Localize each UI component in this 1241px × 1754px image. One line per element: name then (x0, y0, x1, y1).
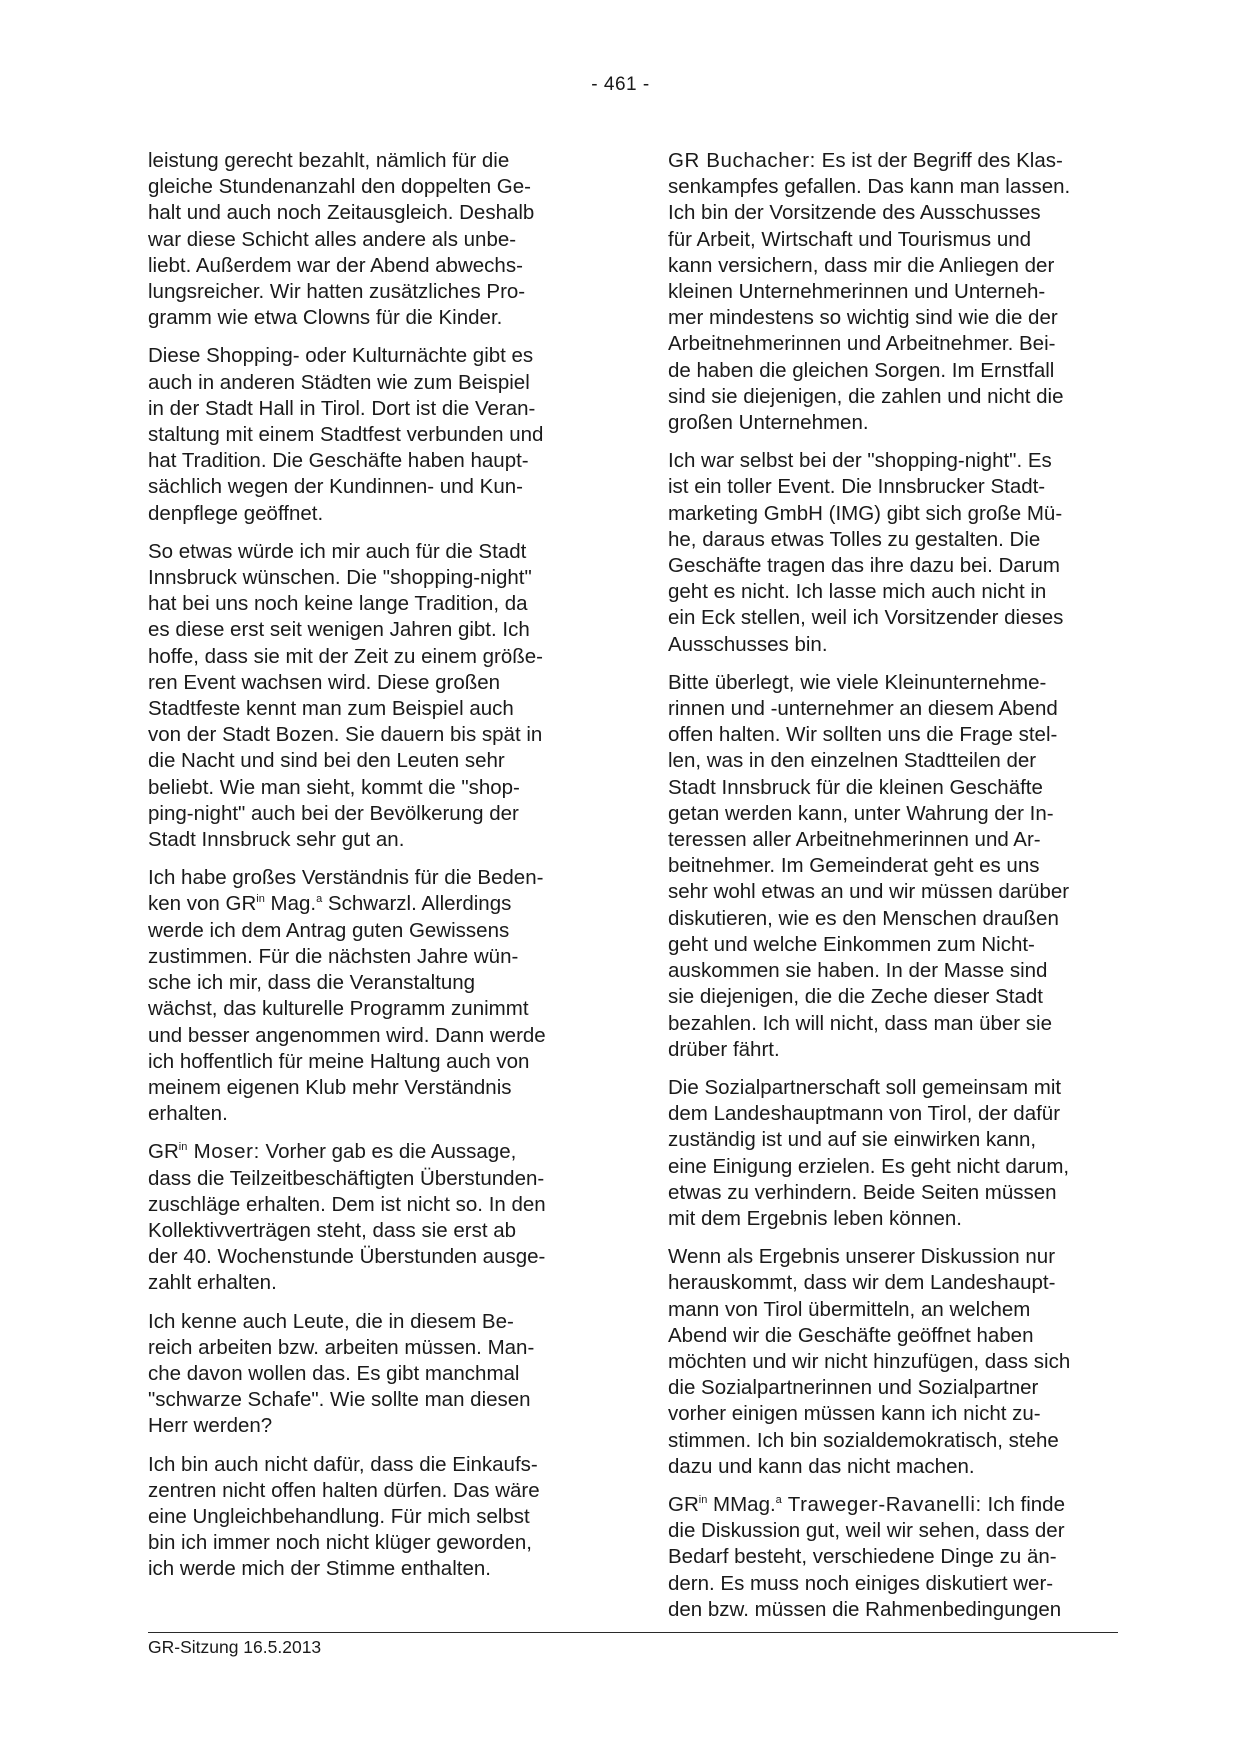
paragraph: Bitte überlegt, wie viele Kleinunternehme- rinnen und -unternehmer an diesem Abend offen halten. Wir sollten uns die Frage stel- len, was in den einzelnen Stadtteilen der Stadt Innsbruck für die kleinen Geschäfte getan werden kann, unter Wahrung der In- teressen aller Arbeitnehmerinnen und Ar- beitnehmer. Im Gemeinderat geht es uns sehr wohl etwas an und wir müssen darüber diskutieren, wie es den Menschen draußen geht und welche Einkommen zum Nicht- auskommen sie haben. In der Masse sind sie diejenigen, die die Zeche dieser Stadt bezahlen. Ich will nicht, dass man über sie drüber fährt. (668, 670, 1070, 1061)
superscript: in (698, 1494, 708, 1507)
text-run: Mag. (264, 892, 317, 916)
paragraph: Ich war selbst bei der "shopping-night". Es ist ein toller Event. Die Innsbrucker Stadt- marketing GmbH (IMG) gibt sich große Mü- he, daraus etwas Tolles zu gestalten. Die Geschäfte tragen das ihre dazu bei. Darum geht es nicht. Ich lasse mich auch nicht in ein Eck stellen, weil ich Vorsitzender dieses Ausschusses bin. (668, 449, 1064, 656)
paragraph: leistung gerecht bezahlt, nämlich für die gleiche Stundenanzahl den doppelten Ge- halt und auch noch Zeitausgleich. Deshalb war diese Schicht alles andere als unbe- liebt. Außerdem war der Abend abwechs- lungsreicher. Wir hatten zusätzliches Pro- gramm wie etwa Clowns für die Kinder. (148, 149, 535, 330)
text-run: Vorher gab es die Aussage, dass die Teilzeitbeschäftigten Überstunden- zuschläge erhalten. Dem ist nicht so. In den Kollektivverträgen steht, dass sie erst ab der 40. Wochenstunde Überstunden ausge- zahlt erhalten. (148, 1140, 546, 1295)
paragraph: Die Sozialpartnerschaft soll gemeinsam mit dem Landeshauptmann von Tirol, der dafür zuständig ist und auf sie einwirken kann, eine Einigung erzielen. Es geht nicht darum, etwas zu verhindern. Beide Seiten müssen mit dem Ergebnis leben können. (668, 1075, 1070, 1230)
paragraph: So etwas würde ich mir auch für die Stadt Innsbruck wünschen. Die "shopping-night" hat bei uns noch keine lange Tradition, da es diese erst seit wenigen Jahren gibt. Ich hoffe, dass sie mit der Zeit zu einem größe- ren Event wachsen wird. Diese großen Stadtfeste kennt man zum Beispiel auch von der Stadt Bozen. Sie dauern bis spät in die Nacht und sind bei den Leuten sehr beliebt. Wie man sieht, kommt die "shop- ping-night" auch bei der Bevölkerung der Stadt Innsbruck sehr gut an. (148, 539, 543, 852)
title-abbrev: MMag. (707, 1492, 776, 1516)
superscript: a (316, 893, 323, 906)
paragraph (668, 1492, 1108, 1623)
speaker-name: GR Buchacher: (668, 149, 816, 172)
text-line: Ich habe großes Verständnis für die Beden- (148, 866, 544, 890)
right-column (668, 148, 1108, 1635)
superscript: in (256, 893, 265, 906)
text-run: ken von GR (148, 892, 257, 916)
paragraph: Ich bin auch nicht dafür, dass die Einkaufs- zentren nicht offen halten dürfen. Das wäre eine Ungleichbehandlung. Für mich selbst bin ich immer noch nicht klüger geworden, ich werde mich der Stimme enthalten. (148, 1452, 540, 1581)
footer-divider (148, 1632, 1118, 1633)
text-run: Ich finde die Diskussion gut, weil wir sehen, dass der Bedarf besteht, verschiedene Dinge zu än- dern. Es muss noch einiges diskutiert wer- den bzw. müssen die Rahmenbedingungen (668, 1492, 1065, 1621)
paragraph: Wenn als Ergebnis unserer Diskussion nur herauskommt, dass wir dem Landeshaupt- mann von Tirol übermitteln, an welchem Abend wir die Geschäfte geöffnet haben möchten und wir nicht hinzufügen, dass sich die Sozialpartnerinnen und Sozialpartner vorher einigen müssen kann ich nicht zu- stimmen. Ich bin sozialdemokratisch, stehe dazu und kann das nicht machen. (668, 1245, 1071, 1478)
paragraph (148, 1139, 588, 1296)
footer-text: GR-Sitzung 16.5.2013 (148, 1637, 322, 1657)
text-run: Schwarzl. Allerdings werde ich dem Antrag guten Gewissens zustimmen. Für die nächsten Jahre wün- sche ich mir, dass die Veranstaltung wächst, das kulturelle Programm zunimmt und besser angenommen wird. Dann werde ich hoffentlich für meine Haltung auch von meinem eigenen Klub mehr Verständnis erhalten. (148, 892, 546, 1126)
paragraph: Ich kenne auch Leute, die in diesem Be- reich arbeiten bzw. arbeiten müssen. Man- che davon wollen das. Es gibt manchmal "schwarze Schafe". Wie sollte man diesen Herr werden? (148, 1309, 535, 1438)
page-number: - 461 - (591, 74, 650, 95)
text-run: Es ist der Begriff des Klas- senkampfes gefallen. Das kann man lassen. Ich bin der Vorsitzende des Ausschusses für Arbeit, Wirtschaft und Tourismus und kann versichern, dass mir die Anliegen der kleinen Unternehmerinnen und Unterneh- mer mindestens so wichtig sind wie die der Arbeitnehmerinnen und Arbeitnehmer. Bei- de haben die gleichen Sorgen. Im Ernstfall sind sie diejenigen, die zahlen und nicht die großen Unternehmen. (668, 149, 1071, 435)
speaker-prefix: GR (668, 1492, 699, 1516)
speaker-prefix: GR (148, 1140, 179, 1164)
speaker-name: Moser: (187, 1140, 260, 1164)
paragraph: Diese Shopping- oder Kulturnächte gibt es auch in anderen Städten wie zum Beispiel in der Stadt Hall in Tirol. Dort ist die Veran- staltung mit einem Stadtfest verbunden und hat Tradition. Die Geschäfte haben haupt- sächlich wegen der Kundinnen- und Kun- denpflege geöffnet. (148, 344, 544, 525)
speaker-name: Traweger-Ravanelli: (781, 1492, 982, 1516)
superscript: a (775, 1494, 782, 1507)
superscript: in (178, 1141, 188, 1154)
left-column (148, 148, 588, 1595)
paragraph (148, 865, 588, 1127)
paragraph (668, 148, 1108, 436)
